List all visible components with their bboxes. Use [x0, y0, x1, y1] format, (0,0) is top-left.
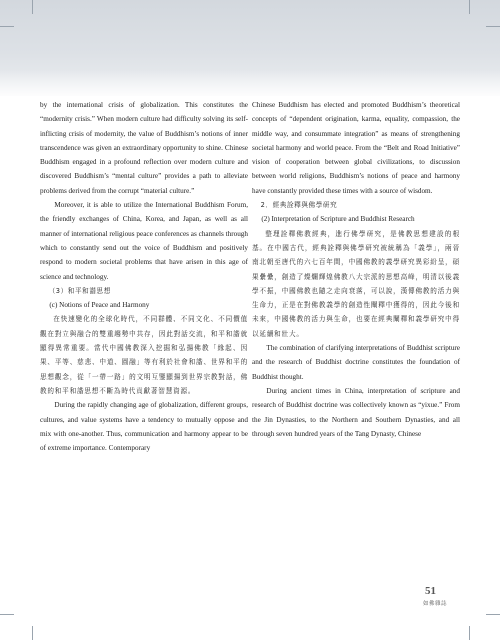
heading-peace-harmony-english: (c) Notions of Peace and Harmony — [49, 301, 150, 310]
crop-mark-top-left-v — [32, 0, 33, 14]
magazine-brand: 如佛雜誌 — [423, 601, 448, 607]
right-text-column — [252, 98, 460, 441]
paragraph-buddhism-forum: Moreover, it is able to utilize the International Buddhism Forum, the friendly exchanges of China, Korea, and Japan, as well as all manner of international religious peace conferences as channels through which to constantly send out the voice of Buddhism and positively respond to modern societal problems that have arisen in this age of science and technology. — [40, 201, 248, 281]
paragraph-yixue-history: During ancient times in China, interpretation of scripture and research of Buddhist doctrine was collectively known as “yixue.” From the Jin Dynasties, to the Northern and Southern Dynasties, and all through seven hundred years of the Tang Dynasty, Chinese — [252, 386, 460, 438]
crop-mark-bottom-right-v — [469, 626, 470, 640]
paragraph-peace-harmony-english: During the rapidly changing age of globalization, different groups, cultures, and value systems have a tendency to mutually oppose and mix with one-another. Thus, communication and harmony appear to be of extreme importance. Contemporary — [40, 401, 248, 453]
heading-peace-harmony-chinese: （3）和平和諧思想 — [48, 286, 111, 295]
paragraph-globalization-crisis: by the international crisis of globalization. This constitutes the “modernity crisis.” When modern culture had difficulty solving its self-inflicting crisis of modernity, the value of Buddhism’s notions of inner transcendence was given an extraordinary opportunity to shine. Chinese Buddhism engaged in a profound reflection over modern culture and discovered Buddhism’s “mental culture” provides a path to alleviate problems derived from the corrupt “material culture.” — [40, 101, 248, 195]
crop-mark-bottom-left-v — [32, 626, 33, 640]
crop-mark-top-right-h — [486, 26, 500, 27]
paragraph-buddhist-concepts: Chinese Buddhism has elected and promoted Buddhism’s theoretical concepts of “dependent origination, karma, equality, compassion, the middle way, and consummate integration” as means of strengthening societal harmony and world peace. From the “Belt and Road Initiative” vision of cooperation between global civilizations, to discussion between world religions, Buddhism’s notions of peace and harmony have constantly provided these times with a source of wisdom. — [252, 101, 460, 195]
crop-mark-bottom-right-h — [486, 614, 500, 615]
crop-mark-top-right-v — [469, 0, 470, 14]
paragraph-scripture-research-chinese: 整理詮釋佛教經典，進行佛學研究，是佛教思想建設的根基。在中國古代，經典詮釋與佛學研究被統稱為「義學」，兩晉南北朝至唐代的六七百年間，中國佛教的義學研究異彩紛呈，碩果纍纍，創造了燦爛輝煌佛教八大宗派的思想高峰，明清以後義學不振，中國佛教也隨之走向衰落，可以說，漢傳佛教的活力與生命力，正是在對佛教義學的創造性闡釋中獲得的，因此今後和未來，中國佛教的活力與生命，也要在經典闡釋和義學研究中得以延續和壯大。 — [252, 229, 460, 338]
heading-scripture-research-english: (2) Interpretation of Scripture and Buddhist Research — [261, 215, 415, 224]
page-number: 51 — [425, 585, 436, 597]
left-text-column — [40, 98, 248, 455]
heading-scripture-research-chinese: 2．經典詮釋與佛學研究 — [260, 201, 338, 210]
crop-mark-top-left-h — [0, 26, 14, 27]
crop-mark-bottom-left-h — [0, 614, 14, 615]
paragraph-peace-harmony-chinese: 在快速變化的全球化時代，不同群體、不同文化、不同價值觀在對立與融合的雙重趨勢中共存，因此對話交流，和平和諧就顯得異常重要。當代中國佛教深入挖掘和弘揚佛教「緣起、因果、平等、慈悲、中道、圓融」等有利於社會和諧、世界和平的思想觀念，從「一帶一路」的文明互鑒顯揚到世界宗教對話，佛教的和平和諧思想不斷為時代貢獻著智慧資源。 — [40, 315, 248, 395]
header-fade — [0, 70, 500, 100]
paragraph-buddhist-thought-foundation: The combination of clarifying interpretations of Buddhist scripture and the research of Buddhist doctrine constitutes the foundation of Buddhist thought. — [252, 344, 460, 381]
